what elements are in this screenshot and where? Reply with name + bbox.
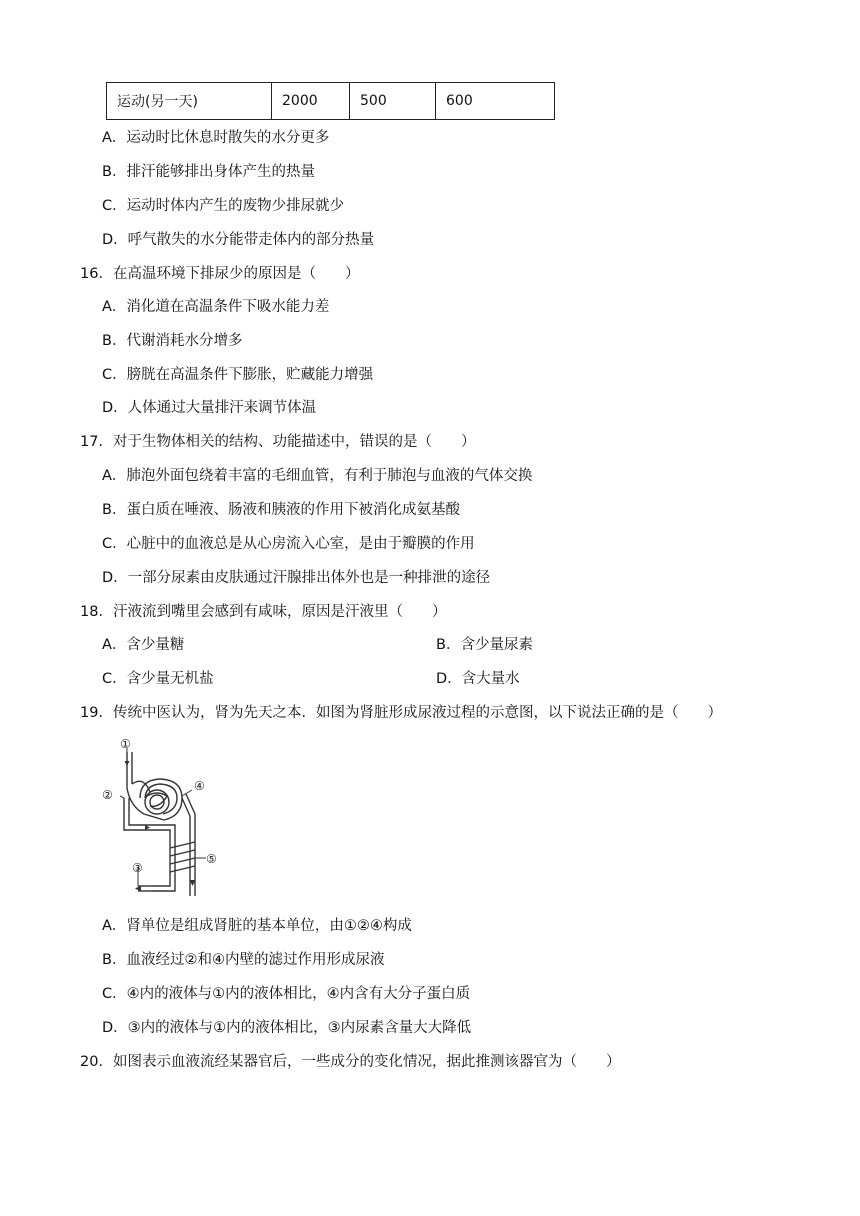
q19-option-b: B．血液经过②和④内壁的滤过作用形成尿液 xyxy=(102,952,385,968)
q16-stem: 16．在高温环境下排尿少的原因是（ ） xyxy=(80,266,360,282)
nephron-diagram xyxy=(100,736,230,898)
diagram-label-4: ④ xyxy=(194,779,205,793)
q19-stem: 19．传统中医认为，肾为先天之本．如图为肾脏形成尿液过程的示意图，以下说法正确的是（ ） xyxy=(80,705,722,721)
q18-option-b: B．含少量尿素 xyxy=(436,637,533,653)
q17-stem: 17．对于生物体相关的结构、功能描述中，错误的是（ ） xyxy=(80,434,476,450)
data-table xyxy=(106,82,555,120)
q16-option-d: D．人体通过大量排汗来调节体温 xyxy=(102,400,317,416)
table-cell: 600 xyxy=(436,83,555,120)
q15-option-c: C．运动时体内产生的废物少排尿就少 xyxy=(102,198,345,214)
diagram-label-3: ③ xyxy=(132,861,143,875)
q18-stem: 18．汗液流到嘴里会感到有咸味，原因是汗液里（ ） xyxy=(80,604,447,620)
diagram-label-2: ② xyxy=(102,788,113,802)
q16-option-a: A．消化道在高温条件下吸水能力差 xyxy=(102,299,330,315)
q15-option-a: A．运动时比休息时散失的水分更多 xyxy=(102,130,330,146)
q17-option-a: A．肺泡外面包绕着丰富的毛细血管，有利于肺泡与血液的气体交换 xyxy=(102,468,533,484)
q19-option-a: A．肾单位是组成肾脏的基本单位，由①②④构成 xyxy=(102,918,412,934)
q15-option-d: D．呼气散失的水分能带走体内的部分热量 xyxy=(102,232,375,248)
q20-stem: 20．如图表示血液流经某器官后，一些成分的变化情况，据此推测该器官为（ ） xyxy=(80,1054,621,1070)
table-cell: 2000 xyxy=(272,83,350,120)
q15-option-b: B．排汗能够排出身体产生的热量 xyxy=(102,164,315,180)
table-cell: 运动(另一天) xyxy=(107,83,272,120)
q16-option-c: C．膀胱在高温条件下膨胀，贮藏能力增强 xyxy=(102,367,374,383)
q17-option-b: B．蛋白质在唾液、肠液和胰液的作用下被消化成氨基酸 xyxy=(102,502,460,518)
q18-option-a: A．含少量糖 xyxy=(102,637,185,653)
diagram-label-5: ⑤ xyxy=(206,852,217,866)
q17-option-c: C．心脏中的血液总是从心房流入心室，是由于瓣膜的作用 xyxy=(102,536,475,552)
q19-option-c: C．④内的液体与①内的液体相比，④内含有大分子蛋白质 xyxy=(102,986,471,1002)
q16-option-b: B．代谢消耗水分增多 xyxy=(102,333,243,349)
table-cell: 500 xyxy=(350,83,436,120)
q17-option-d: D．一部分尿素由皮肤通过汗腺排出体外也是一种排泄的途径 xyxy=(102,570,491,586)
q18-option-d: D．含大量水 xyxy=(436,671,520,687)
table-row xyxy=(107,83,555,120)
q19-option-d: D．③内的液体与①内的液体相比，③内尿素含量大大降低 xyxy=(102,1020,472,1036)
q18-option-c: C．含少量无机盐 xyxy=(102,671,214,687)
diagram-label-1: ① xyxy=(120,737,131,751)
